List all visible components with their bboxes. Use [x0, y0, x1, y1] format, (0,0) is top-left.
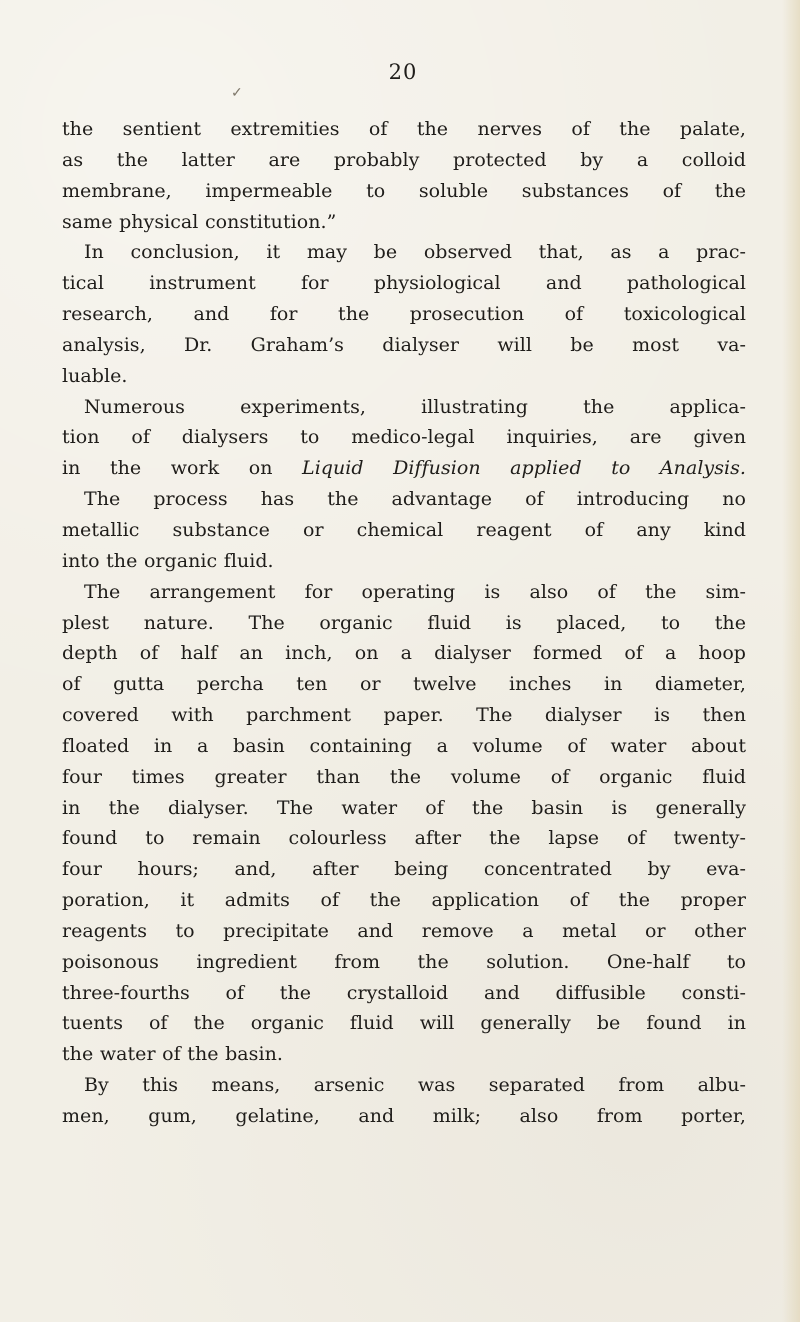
text-line: same physical constitution.” — [62, 210, 337, 233]
text-line: poration, it admits of the application of the proper — [62, 889, 746, 912]
text-line: poisonous ingredient from the solution. One-half to — [62, 950, 746, 973]
text-line: By this means, arsenic was separated from albu- — [84, 1074, 746, 1097]
text-line: depth of half an inch, on a dialyser formed of a hoop — [62, 642, 746, 665]
text-line: three-fourths of the crystalloid and diffusible consti- — [62, 981, 746, 1004]
text-line-with-title — [62, 453, 746, 484]
text-line: found to remain colourless after the lapse of twenty- — [62, 827, 746, 850]
page-number: 20 — [388, 60, 418, 84]
text-line: plest nature. The organic fluid is placed, to the — [62, 611, 746, 634]
page-edge-tint — [782, 0, 800, 1322]
text-line: men, gum, gelatine, and milk; also from porter, — [62, 1105, 746, 1127]
text-line: covered with parchment paper. The dialyser is then — [62, 704, 746, 727]
body-text — [62, 114, 746, 1132]
text-line: the water of the basin. — [62, 1043, 283, 1066]
text-line: research, and for the prosecution of toxicological — [62, 303, 746, 326]
text-line: four hours; and, after being concentrated by eva- — [62, 858, 746, 881]
text-line: membrane, impermeable to soluble substances of the — [62, 179, 746, 202]
book-title: Liquid Diffusion applied to Analysis. — [302, 457, 746, 480]
text-line: tical instrument for physiological and pathological — [62, 272, 746, 295]
text-line: luable. — [62, 364, 128, 387]
text-line: In conclusion, it may be observed that, as a prac- — [84, 241, 746, 264]
pencil-tick-mark: ✓ — [231, 85, 243, 101]
text-line: reagents to precipitate and remove a metal or other — [62, 919, 746, 942]
text-line: The process has the advantage of introducing no — [84, 488, 746, 511]
text-line-fragment: in the work on — [62, 457, 303, 480]
text-line: floated in a basin containing a volume of water about — [62, 734, 746, 757]
text-line: into the organic fluid. — [62, 549, 274, 572]
text-line: the sentient extremities of the nerves of the palate, — [62, 118, 746, 140]
text-line: as the latter are probably protected by a colloid — [62, 148, 746, 171]
text-line: Numerous experiments, illustrating the applica- — [84, 395, 746, 418]
text-line: The arrangement for operating is also of the sim- — [84, 580, 746, 603]
text-line: tuents of the organic fluid will generally be found in — [62, 1012, 746, 1035]
text-line: in the dialyser. The water of the basin is generally — [62, 796, 746, 819]
text-line: of gutta percha ten or twelve inches in diameter, — [62, 673, 746, 696]
text-line: metallic substance or chemical reagent of any kind — [62, 518, 746, 541]
text-line: four times greater than the volume of organic fluid — [62, 765, 746, 788]
text-line: analysis, Dr. Graham’s dialyser will be most va- — [62, 333, 746, 356]
text-line: tion of dialysers to medico-legal inquiries, are given — [62, 426, 746, 449]
